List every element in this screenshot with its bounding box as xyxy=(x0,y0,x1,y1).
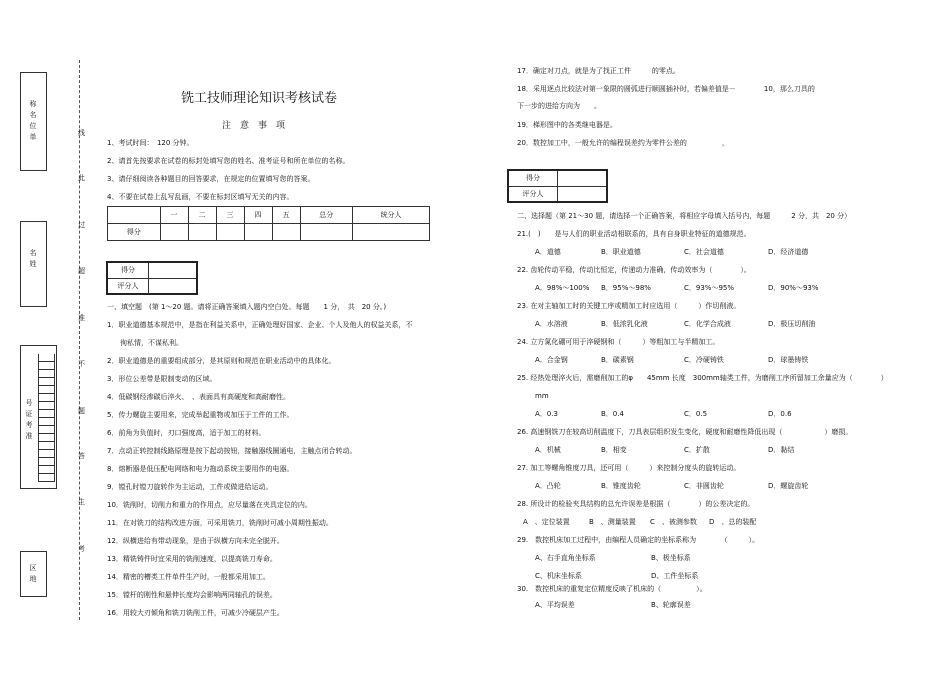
score-table-header: 四 xyxy=(244,207,272,224)
score-cell[interactable] xyxy=(353,224,430,241)
score-table-header: 二 xyxy=(188,207,216,224)
option: D．螺旋齿轮 xyxy=(768,482,809,490)
option: D．0.6 xyxy=(768,410,792,418)
option: C．冷硬铸铁 xyxy=(684,356,724,364)
seal-char: 答 xyxy=(78,452,85,460)
option: A．98%～100% xyxy=(535,284,590,292)
question-unit: mm xyxy=(535,392,549,400)
question-item: 13．精铣铸件时宜采用的铣削速度，以提高铣刀寿命。 xyxy=(107,555,277,563)
question-item: 19．梯形图中的各类继电器是。 xyxy=(517,121,617,129)
score-table-header xyxy=(108,207,161,224)
option: B．低浓乳化液 xyxy=(601,320,648,328)
option: A．0.3 xyxy=(535,410,558,418)
region-label: 区地 xyxy=(29,564,37,583)
option: B．职业道德 xyxy=(601,248,641,256)
score-cell[interactable] xyxy=(272,224,300,241)
question-item: 8．熔断器是低压配电网络和电力拖动系统主要用作的电器。 xyxy=(107,465,294,473)
question-item: 3．形位公差带是限制变动的区域。 xyxy=(107,375,217,383)
unit-name-label: 称名位单 xyxy=(29,100,37,141)
question-item: 18．采用逐点比较法对第一象限的圆弧进行顺圆插补时，若偏差值是－ 10，那么刀具的 xyxy=(517,85,815,93)
grader-box-label: 评分人 xyxy=(508,186,558,202)
score-table xyxy=(107,206,430,241)
score-cell[interactable] xyxy=(216,224,244,241)
question-item: 4．低碳钢经渗碳后淬火、 、表面具有高硬度和高耐磨性。 xyxy=(107,393,290,401)
question-item: 27. 加工等螺角锥度刀具，还可用（ ）来控制分度头的旋转运动。 xyxy=(517,464,741,472)
question-item: 24. 立方氮化硼可用于淬硬钢和（ ）等粗加工与半精加工。 xyxy=(517,338,720,346)
seal-char: 考 xyxy=(78,545,85,553)
option: B．碳素钢 xyxy=(601,356,634,364)
option: A．合金钢 xyxy=(535,356,568,364)
option: C．社会道德 xyxy=(684,248,724,256)
question-item: 2．职业道德是的重要组成部分，是其原则和规范在职业活动中的具体化。 xyxy=(107,357,336,365)
option: D．经济道德 xyxy=(768,248,809,256)
option: C．93%～95% xyxy=(684,284,735,292)
option: D．球墨铸铁 xyxy=(768,356,809,364)
question-item: 9．镗孔时镗刀旋转作为主运动，工件或做进给运动。 xyxy=(107,483,273,491)
option: D 、总的装配 xyxy=(709,518,757,526)
option: D．极压切削油 xyxy=(768,320,816,328)
option: A．道德 xyxy=(535,248,561,256)
question-item: 11．在对铣刀的结构改进方面，可采用铣刀，铣削时可减小周期性振动。 xyxy=(107,519,333,527)
section2-heading: 二、选择题（第 21～30 题，请选择一个正确答案，将相应字母填入括号内，每题 2 分，共 20 分） xyxy=(517,212,852,220)
notice-item: 4、不要在试卷上乱写乱画，不要在标封区填写无关的内容。 xyxy=(107,193,294,201)
question-item: 21.( ) 是与人们的职业活动相联系的，具有自身职业特征的道德规范。 xyxy=(517,230,751,238)
score-cell[interactable] xyxy=(300,224,353,241)
question-item: 30. 数控机床的重复定位精度反映了机床的（ ）。 xyxy=(517,585,707,593)
question-item: 28. 所设计的检验夹具结构的总允许误差是根据（ ）的公差决定的。 xyxy=(517,500,755,508)
score-table-header: 统分人 xyxy=(353,207,430,224)
question-item: 29. 数控机床加工过程中，由编程人员确定的坐标系称为 （ ）。 xyxy=(517,536,760,544)
exam-number-cells xyxy=(38,354,55,482)
question-item: 徇私情，不谋私利。 xyxy=(120,339,183,347)
option: B 、测量装置 xyxy=(589,518,636,526)
score-cell[interactable] xyxy=(244,224,272,241)
score-box-cell[interactable] xyxy=(149,262,198,278)
question-item: 17．确定对刀点，就是为了找正工件 的零点。 xyxy=(517,67,680,75)
score-table-header: 五 xyxy=(272,207,300,224)
question-item: 26. 高速钢铣刀在较高切削温度下，刀具表层组织发生变化，硬度和耐磨性降低出现（ ）磨损。 xyxy=(517,428,853,436)
question-item: 20．数控加工中，一般允许的编程误差约为零件公差的 ， xyxy=(517,139,729,147)
option: C．非圆齿轮 xyxy=(684,482,724,490)
option: B．95%～98% xyxy=(601,284,651,292)
question-item: 下一步的进给方向为 。 xyxy=(517,102,601,110)
option: C、机床坐标系 xyxy=(535,572,582,580)
score-box-cell[interactable] xyxy=(558,170,608,186)
question-item: 12．纵横进给有带动现象，是由于纵横方向未完全脱开。 xyxy=(107,537,284,545)
score-table-header: 总分 xyxy=(300,207,353,224)
option: C．化学合成液 xyxy=(684,320,731,328)
section1-heading: 一、填空题 (第 1～20 题。请将正确答案填入题内空白处。每题 1 分， 共 20 分。) xyxy=(107,303,387,311)
question-item: 22. 齿轮传动平稳，传动比恒定，传递动力准确，传动效率为（ ）。 xyxy=(517,266,751,274)
region-box xyxy=(20,551,47,597)
question-item: 16．用较大刃倾角和铣刀铣削工件，可减少冷硬层产生。 xyxy=(107,609,284,617)
score-row-label: 得分 xyxy=(108,224,161,241)
option: A．凸轮 xyxy=(535,482,561,490)
option: D、工件坐标系 xyxy=(651,572,699,580)
option: D．90%～93% xyxy=(768,284,819,292)
score-box-label: 得分 xyxy=(107,262,149,278)
question-item: 15．镗杆的刚性和悬伸长度均会影响两同轴孔的误差。 xyxy=(107,591,277,599)
option: A、右手直角坐标系 xyxy=(535,554,596,562)
option: B、轮廓误差 xyxy=(651,601,691,609)
score-box-label: 得分 xyxy=(508,170,558,186)
option: B．0.4 xyxy=(601,410,624,418)
option: B、极坐标系 xyxy=(651,554,691,562)
question-item: 7．点动正转控制线路原理是按下起动按钮，接触器线圈通电，主触点闭合转动。 xyxy=(107,447,357,455)
name-box xyxy=(20,221,47,307)
option: A．机械 xyxy=(535,446,561,454)
seal-char: 题 xyxy=(78,407,85,415)
option: C．0.5 xyxy=(684,410,708,418)
question-item: 1．职业道德基本规范中，是指在利益关系中，正确处理好国家、企业、个人及他人的权益关系，不 xyxy=(107,321,413,329)
grader-box-cell[interactable] xyxy=(558,186,608,202)
seal-char: 过 xyxy=(78,221,85,229)
name-label: 名姓 xyxy=(29,249,37,268)
option: C 、被测参数 xyxy=(650,518,697,526)
notice-item: 1、考试时间： 120 分钟。 xyxy=(107,139,194,147)
unit-name-box xyxy=(20,72,47,171)
exam-number-label: 号证考准 xyxy=(25,399,33,440)
seal-char: 不 xyxy=(78,360,85,368)
option: A、平均误差 xyxy=(535,601,575,609)
option: D．黏结 xyxy=(768,446,795,454)
option: B．锥度齿轮 xyxy=(601,482,641,490)
seal-line xyxy=(79,60,80,620)
seal-char: 线 xyxy=(78,129,85,137)
notice-item: 3、请仔细阅读各种题目的回答要求，在规定的位置填写您的答案。 xyxy=(107,175,315,183)
score-table-header: 一 xyxy=(160,207,188,224)
page-title: 铣工技师理论知识考核试卷 xyxy=(181,91,338,106)
seal-char: 此 xyxy=(78,174,85,182)
seal-char: 超 xyxy=(78,267,85,275)
score-cell[interactable] xyxy=(160,224,188,241)
option: C．扩散 xyxy=(684,446,710,454)
section1-score-box xyxy=(106,261,198,295)
grader-box-cell[interactable] xyxy=(149,278,198,294)
option: A．水溶液 xyxy=(535,320,568,328)
question-item: 6．前角为负值时，刃口强度高，适于加工的材料。 xyxy=(107,429,266,437)
question-item: 25. 经热处理淬火后，需磨削加工的φ 45mm 长度 300mm轴类工件，为磨削工序所留加工余量应为（ ） xyxy=(517,374,888,382)
section2-score-box xyxy=(507,169,608,203)
score-table-header: 三 xyxy=(216,207,244,224)
grader-box-label: 评分人 xyxy=(107,278,149,294)
question-item: 5．传力螺旋主要用来，完成举起重物或加压于工件的工作。 xyxy=(107,411,294,419)
seal-char: 准 xyxy=(78,314,85,322)
seal-char: 生 xyxy=(78,498,85,506)
notice-item: 2、请首先按要求在试卷的标封处填写您的姓名、准考证号和所在单位的名称。 xyxy=(107,157,350,165)
option: A 、定位装置 xyxy=(523,518,570,526)
option: B．相变 xyxy=(601,446,627,454)
question-item: 23. 在对主轴加工时的关键工序或精加工时应选用（ ）作切削液。 xyxy=(517,302,741,310)
exam-number-box xyxy=(20,345,57,489)
notice-title: 注 意 事 项 xyxy=(222,121,286,131)
question-item: 10．铣削时，切削力和重力的作用点，应尽量落在夹具定位的内。 xyxy=(107,501,312,509)
question-item: 14．精密的槽类工件单件生产时，一般都采用加工。 xyxy=(107,573,270,581)
score-cell[interactable] xyxy=(188,224,216,241)
